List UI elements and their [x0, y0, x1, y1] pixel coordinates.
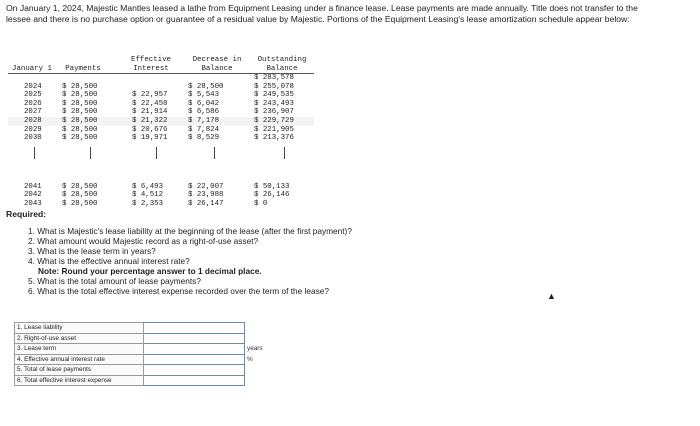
payment-cell: $ 28,500	[62, 108, 98, 117]
total-payments-input[interactable]	[144, 365, 245, 376]
payment-cell: $ 28,500	[62, 116, 98, 125]
problem-intro: On January 1, 2024, Majestic Mantles leased a lathe from Equipment Leasing under a finance lease. Lease payments are made annually. Title does not transfer to the lessee and there is no purchase option or guarantee of a residual value by Majestic. Portions of the Equipment Leasing's lease amortization schedule appear below:	[6, 3, 638, 24]
interest-cell: $ 4,512	[132, 191, 164, 200]
right-of-use-asset-input[interactable]	[144, 333, 245, 344]
header-outstanding-balance: Balance	[266, 65, 298, 73]
year-cell: 2030	[24, 134, 42, 143]
interest-cell: $ 19,971	[132, 134, 168, 143]
year-cell: 2028	[24, 116, 42, 125]
year-cell: 2041	[24, 182, 42, 191]
rows-top	[8, 83, 314, 143]
ellipsis-dash	[214, 147, 215, 159]
year-cell: 2024	[24, 82, 42, 91]
balance-cell: $ 50,133	[254, 182, 290, 191]
answer-label: 2. Right-of-use asset	[15, 333, 144, 344]
balance-cell: $ 221,905	[254, 125, 294, 134]
total-interest-input[interactable]	[144, 375, 245, 386]
table-row	[8, 134, 314, 143]
interest-cell: $ 6,493	[132, 182, 164, 191]
answer-label: 5. Total of lease payments	[15, 365, 144, 376]
amortization-schedule	[8, 56, 314, 209]
decrease-cell: $ 8,529	[188, 134, 220, 143]
balance-cell: $ 26,146	[254, 191, 290, 200]
question-item: 2. What amount would Majestic record as a right-of-use asset?	[28, 236, 259, 246]
decrease-cell: $ 5,543	[188, 91, 220, 100]
table-row	[8, 117, 314, 126]
table-row	[8, 126, 314, 135]
decrease-cell: $ 6,042	[188, 99, 220, 108]
required-heading: Required:	[6, 209, 47, 219]
balance-cell: $ 229,729	[254, 116, 294, 125]
interest-cell: $ 22,957	[132, 91, 168, 100]
answer-row	[15, 344, 270, 355]
table-row	[8, 200, 314, 209]
payment-cell: $ 28,500	[62, 99, 98, 108]
interest-cell: $ 21,322	[132, 116, 168, 125]
balance-cell: $ 243,493	[254, 99, 294, 108]
header-effective: Effective	[131, 56, 171, 64]
year-cell: 2027	[24, 108, 42, 117]
payment-cell: $ 28,500	[62, 91, 98, 100]
answer-row	[15, 375, 270, 386]
omitted-rows-marker	[8, 143, 314, 183]
rows-bottom	[8, 183, 314, 209]
interest-cell: $ 22,458	[132, 99, 168, 108]
table-row	[8, 191, 314, 200]
ellipsis-dash	[34, 147, 35, 159]
decrease-cell: $ 7,178	[188, 116, 220, 125]
payment-cell: $ 28,500	[62, 182, 98, 191]
payment-cell: $ 28,500	[62, 125, 98, 134]
lease-term-input[interactable]	[144, 344, 245, 355]
answer-label: 6. Total effective interest expense	[15, 375, 144, 386]
question-list	[28, 226, 498, 296]
answer-unit	[245, 333, 270, 344]
year-cell: 2042	[24, 191, 42, 200]
lease-liability-input[interactable]	[144, 323, 245, 334]
answer-label: 4. Effective annual interest rate	[15, 354, 144, 365]
table-row	[8, 91, 314, 100]
interest-rate-input[interactable]	[144, 354, 245, 365]
answer-row	[15, 365, 270, 376]
payment-cell: $ 28,500	[62, 199, 98, 208]
decrease-cell: $ 28,500	[188, 82, 224, 91]
balance-cell: $ 255,078	[254, 82, 294, 91]
schedule-header	[8, 56, 314, 74]
cursor-arrow-icon: ▲	[547, 291, 556, 301]
answer-table	[14, 322, 270, 386]
table-row	[8, 108, 314, 117]
answer-unit	[245, 375, 270, 386]
header-decrease-in: Decrease in	[192, 56, 242, 64]
year-cell: 2026	[24, 99, 42, 108]
balance-cell: $ 249,535	[254, 91, 294, 100]
year-cell: 2025	[24, 91, 42, 100]
interest-cell: $ 2,353	[132, 199, 164, 208]
payment-cell: $ 28,500	[62, 191, 98, 200]
header-january-1: January 1	[12, 65, 52, 73]
header-payments: Payments	[65, 65, 101, 73]
answer-unit: years	[247, 345, 263, 353]
decrease-cell: $ 22,007	[188, 182, 224, 191]
question-item: 1. What is Majestic's lease liability at the beginning of the lease (after the first payment)?	[28, 226, 352, 236]
interest-cell: $ 20,676	[132, 125, 168, 134]
answer-unit: %	[247, 355, 253, 363]
payment-cell: $ 28,500	[62, 134, 98, 143]
question-item: 3. What is the lease term in years?	[28, 246, 156, 256]
header-outstanding: Outstanding	[257, 56, 307, 64]
header-balance: Balance	[201, 65, 233, 73]
payment-cell: $ 28,500	[62, 82, 98, 91]
balance-cell: $ 236,907	[254, 108, 294, 117]
table-row	[8, 100, 314, 109]
header-interest: Interest	[133, 65, 169, 73]
year-cell: 2043	[24, 199, 42, 208]
question-item: 6. What is the total effective interest expense recorded over the term of the lease?	[28, 286, 330, 296]
opening-balance: $ 283,578	[254, 74, 294, 82]
year-cell: 2029	[24, 125, 42, 134]
table-row	[8, 183, 314, 192]
decrease-cell: $ 23,988	[188, 191, 224, 200]
answer-unit	[245, 365, 270, 376]
question-item: 5. What is the total amount of lease payments?	[28, 276, 201, 286]
rounding-note: Note: Round your percentage answer to 1 decimal place.	[38, 266, 262, 276]
answer-label: 1. Lease liability	[15, 323, 144, 334]
balance-cell: $ 213,376	[254, 134, 294, 143]
decrease-cell: $ 7,824	[188, 125, 220, 134]
answer-label: 3. Lease term	[15, 344, 144, 355]
decrease-cell: $ 6,586	[188, 108, 220, 117]
decrease-cell: $ 26,147	[188, 199, 224, 208]
interest-cell: $ 21,914	[132, 108, 168, 117]
answer-unit	[245, 323, 270, 334]
ellipsis-dash	[284, 147, 285, 159]
ellipsis-dash	[156, 147, 157, 159]
answer-row	[15, 323, 270, 334]
balance-cell: $ 0	[254, 199, 268, 208]
opening-balance-row	[8, 74, 314, 83]
answer-row	[15, 354, 270, 365]
table-row	[8, 83, 314, 92]
ellipsis-dash	[90, 147, 91, 159]
question-item: 4. What is the effective annual interest rate?	[28, 256, 190, 266]
answer-row	[15, 333, 270, 344]
